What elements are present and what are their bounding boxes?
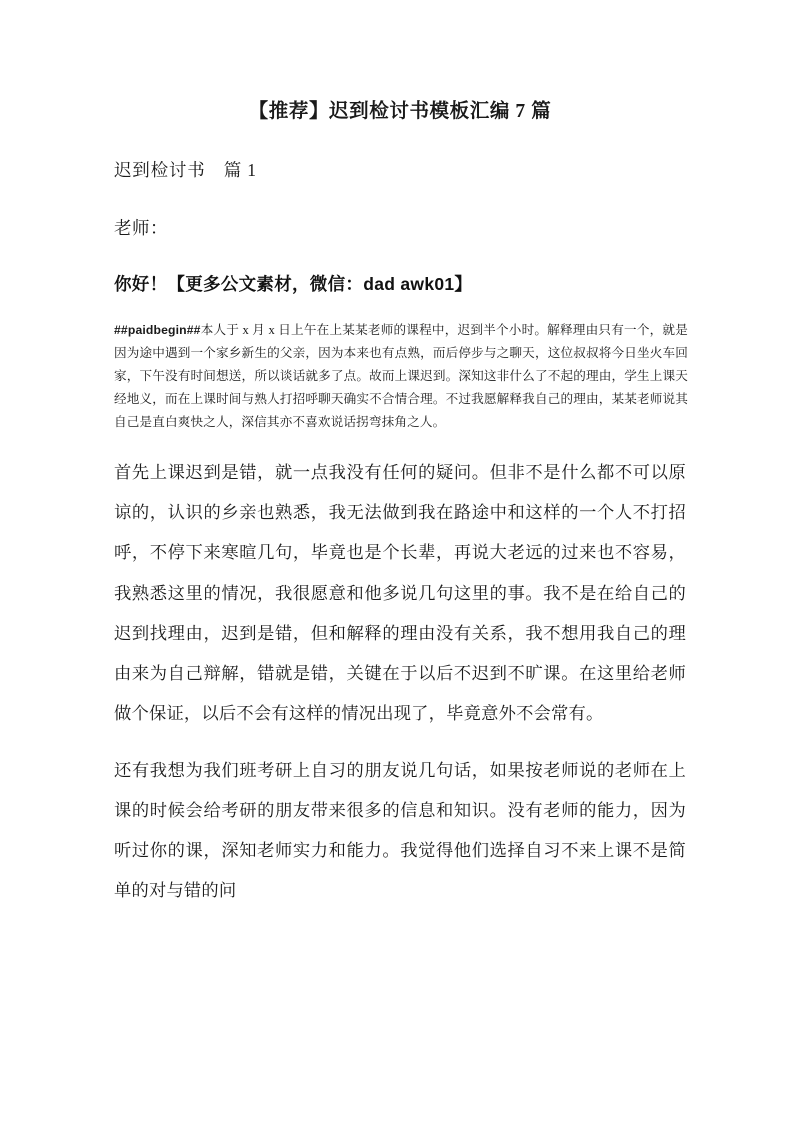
document-content — [114, 0, 686, 912]
body-paragraph-2: 还有我想为我们班考研上自习的朋友说几句话，如果按老师说的老师在上课的时候会给考研的朋友带来很多的信息和知识。没有老师的能力，因为听过你的课，深知老师实力和能力。我觉得他们选择自习不来上课不是简单的对与错的问 — [114, 761, 686, 901]
salutation-line: 老师： — [114, 217, 168, 238]
section-heading: 迟到检讨书 篇 1 — [114, 160, 257, 181]
greeting-line: 你好！【更多公文素材，微信：dad awk01】 — [114, 273, 473, 294]
body-paragraph-1: 首先上课迟到是错，就一点我没有任何的疑问。但非不是什么都不可以原谅的，认识的乡亲也熟悉，我无法做到我在路途中和这样的一个人不打招呼，不停下来寒暄几句，毕竟也是个长辈，再说大老远的过来也不容易，我熟悉这里的情况，我很愿意和他多说几句这里的事。我不是在给自己的迟到找理由，迟到是错，但和解释的理由没有关系，我不想用我自己的理由来为自己辩解，错就是错，关键在于以后不迟到不旷课。在这里给老师做个保证，以后不会有这样的情况出现了，毕竟意外不会常有。 — [114, 463, 686, 723]
page-title: 【推荐】迟到检讨书模板汇编 7 篇 — [248, 101, 552, 122]
latin-run: dad awk01 — [363, 273, 455, 294]
paid-marker: ##paidbegin## — [114, 323, 201, 337]
note-paragraph: ##paidbegin##本人于 x 月 x 日上午在上某某老师的课程中，迟到半个小时。解释理由只有一个，就是因为途中遇到一个家乡新生的父亲，因为本来也有点熟，而后停步与之聊天，这位叔叔将今日坐火车回家，下午没有时间想送，所以谈话就多了点。故而上课迟到。深知这非什么了不起的理由，学生上课天经地义，而在上课时间与熟人打招呼聊天确实不合情合理。不过我愿解释我自己的理由，某某老师说其自己是直白爽快之人，深信其亦不喜欢说话拐弯抹角之人。 — [114, 323, 688, 430]
